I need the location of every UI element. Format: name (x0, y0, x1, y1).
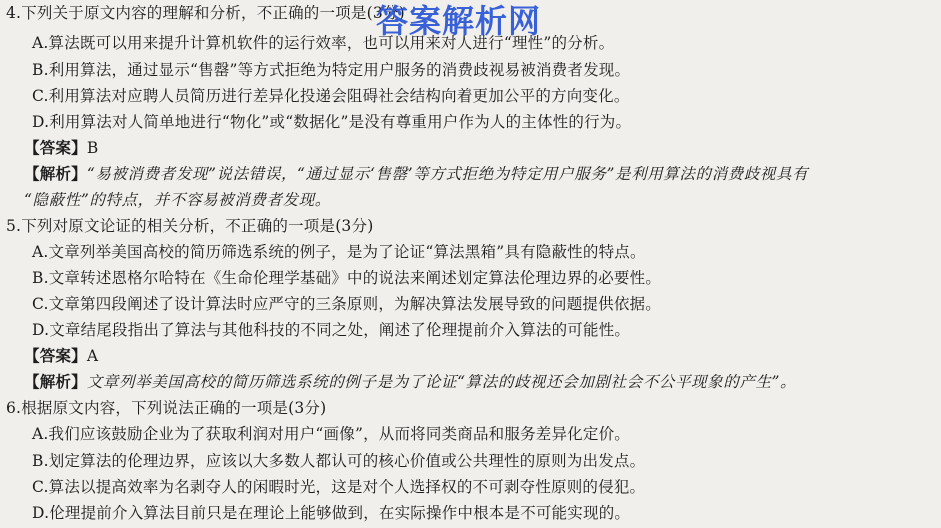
question-6-option-c: C.算法以提高效率为名剥夺人的闲暇时光，这是对个人选择权的不可剥夺性原则的侵犯。 (32, 478, 646, 496)
question-5-stem: 5.下列对原文论证的相关分析，不正确的一项是(3分) (6, 217, 374, 235)
question-6-option-d: D.伦理提前介入算法目前只是在理论上能够做到，在实际操作中根本是不可能实现的。 (32, 504, 631, 522)
question-5-answer (24, 346, 98, 366)
question-5-option-b: B.文章转述恩格尔哈特在《生命伦理学基础》中的说法来阐述划定算法伦理边界的必要性。 (32, 269, 662, 287)
question-6-option-b: B.划定算法的伦理边界，应该以大多数人都认可的核心价值或公共理性的原则为出发点。 (32, 452, 646, 470)
analysis-label: 【解析】 (24, 372, 87, 391)
question-4-analysis-continued: “隐蔽性”的特点，并不容易被消费者发现。 (24, 191, 331, 209)
answer-value: B (86, 139, 99, 157)
question-5-option-d: D.文章结尾段指出了算法与其他科技的不同之处，阐述了伦理提前介入算法的可能性。 (32, 321, 631, 339)
answer-label: 【答案】 (24, 346, 87, 365)
question-4-option-b: B.利用算法，通过显示“售罄”等方式拒绝为特定用户服务的消费歧视易被消费者发现。 (32, 61, 631, 79)
watermark-logo: 答案解析网 (376, 2, 542, 40)
answer-label: 【答案】 (24, 138, 87, 157)
analysis-text: 文章列举美国高校的简历筛选系统的例子是为了论证“算法的歧视还会加剧社会不公平现象的产生”。 (86, 373, 797, 391)
question-4-analysis (24, 164, 808, 184)
question-5-analysis (24, 372, 796, 392)
question-4-answer (24, 138, 98, 158)
answer-value: A (86, 347, 99, 365)
question-4-stem: 4.下列关于原文内容的理解和分析，不正确的一项是(3分) (6, 4, 405, 22)
question-6-stem: 6.根据原文内容，下列说法正确的一项是(3分) (6, 399, 327, 417)
question-4-option-a: A.算法既可以用来提升计算机软件的运行效率，也可以用来对人进行“理性”的分析。 (32, 34, 615, 52)
analysis-text: “易被消费者发现”说法错误，“通过显示‘售罄’等方式拒绝为特定用户服务”是利用算法的消费歧视具有 (86, 165, 809, 183)
question-4-option-d: D.利用算法对人简单地进行“物化”或“数据化”是没有尊重用户作为人的主体性的行为。 (32, 113, 632, 131)
question-6-option-a: A.我们应该鼓励企业为了获取利润对用户“画像”，从而将同类商品和服务差异化定价。 (32, 425, 630, 443)
question-5-option-c: C.文章第四段阐述了设计算法时应严守的三条原则，为解决算法发展导致的问题提供依据。 (32, 295, 661, 313)
question-5-option-a: A.文章列举美国高校的简历筛选系统的例子，是为了论证“算法黑箱”具有隐蔽性的特点。 (32, 243, 646, 261)
analysis-label: 【解析】 (24, 164, 87, 183)
question-4-option-c: C.利用算法对应聘人员简历进行差异化投递会阻碍社会结构向着更加公平的方向变化。 (32, 87, 630, 105)
